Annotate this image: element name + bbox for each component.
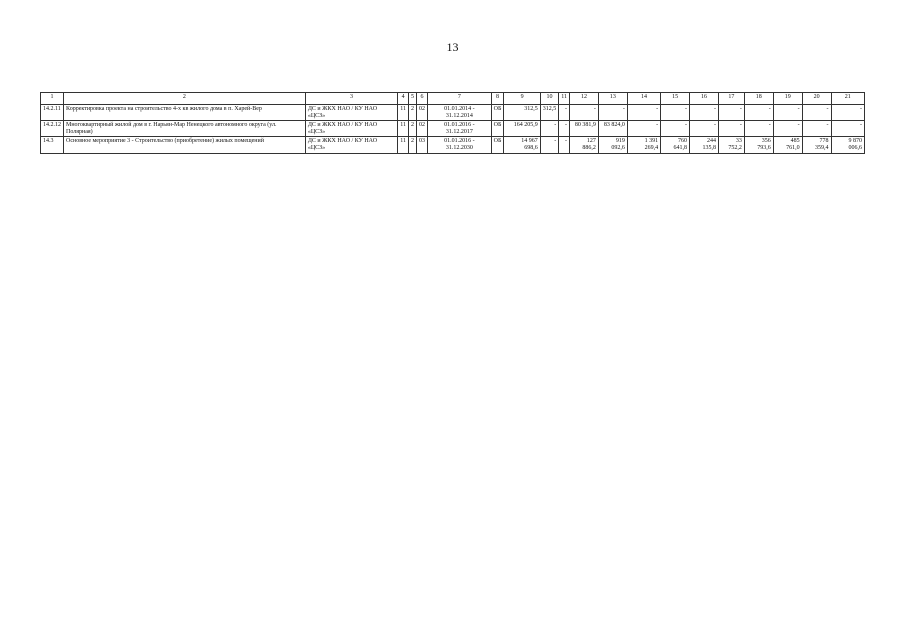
column-number-cell: 4 xyxy=(398,93,409,105)
table-cell: 760 641,8 xyxy=(661,137,690,153)
table-cell: Многоквартирный жилой дом в г. Нарьян-Мар Ненецкого автономного округа (ул. Полярная) xyxy=(64,121,306,137)
table-cell: 83 824,0 xyxy=(598,121,627,137)
column-number-cell: 12 xyxy=(570,93,599,105)
table-cell: 485 761,0 xyxy=(773,137,802,153)
table-cell: 01.01.2016 - 31.12.2017 xyxy=(427,121,491,137)
program-table-container xyxy=(40,92,865,154)
table-cell: 14.2.12 xyxy=(41,121,64,137)
column-number-cell: 15 xyxy=(661,93,690,105)
table-cell: ДС и ЖКХ НАО / КУ НАО «ЦСЗ» xyxy=(305,105,397,121)
table-cell: - xyxy=(627,121,660,137)
table-cell: 33 752,2 xyxy=(718,137,744,153)
table-cell: ОБ xyxy=(491,105,504,121)
table-cell: ОБ xyxy=(491,137,504,153)
table-cell: - xyxy=(690,105,719,121)
table-cell: 164 205,9 xyxy=(504,121,540,137)
table-cell: 01.01.2014 - 31.12.2014 xyxy=(427,105,491,121)
table-cell: - xyxy=(570,105,599,121)
table-cell: - xyxy=(559,137,570,153)
table-cell: - xyxy=(744,105,773,121)
table-cell: 312,5 xyxy=(504,105,540,121)
table-cell: 03 xyxy=(416,137,427,153)
table-cell: - xyxy=(802,121,831,137)
table-cell: 356 793,6 xyxy=(744,137,773,153)
table-cell: 11 xyxy=(398,137,409,153)
table-cell: - xyxy=(598,105,627,121)
column-number-cell: 19 xyxy=(773,93,802,105)
column-number-cell: 18 xyxy=(744,93,773,105)
table-cell: - xyxy=(661,105,690,121)
table-cell: - xyxy=(540,137,559,153)
table-cell: 11 xyxy=(398,105,409,121)
table-cell: 14.2.11 xyxy=(41,105,64,121)
table-cell: - xyxy=(540,121,559,137)
table-cell: - xyxy=(802,105,831,121)
table-cell: 1 391 269,4 xyxy=(627,137,660,153)
page-number: 13 xyxy=(446,40,459,54)
table-row xyxy=(41,137,865,153)
table-cell: 01.01.2016 - 31.12.2030 xyxy=(427,137,491,153)
column-number-cell: 3 xyxy=(305,93,397,105)
column-number-cell: 21 xyxy=(831,93,864,105)
column-number-cell: 14 xyxy=(627,93,660,105)
table-cell: - xyxy=(627,105,660,121)
table-cell: Корректировка проекта на строительство 4-х кв жилого дома в п. Харей-Вер xyxy=(64,105,306,121)
table-cell: 02 xyxy=(416,121,427,137)
table-cell: - xyxy=(690,121,719,137)
table-cell: 14 967 698,6 xyxy=(504,137,540,153)
column-number-cell: 17 xyxy=(718,93,744,105)
table-cell: - xyxy=(718,105,744,121)
table-row xyxy=(41,105,865,121)
column-number-cell: 8 xyxy=(491,93,504,105)
table-cell: - xyxy=(559,105,570,121)
column-number-cell: 20 xyxy=(802,93,831,105)
table-cell: 9 870 006,6 xyxy=(831,137,864,153)
table-cell: 244 135,8 xyxy=(690,137,719,153)
table-cell: 312,5 xyxy=(540,105,559,121)
table-cell: 80 381,9 xyxy=(570,121,599,137)
table-row xyxy=(41,121,865,137)
table-cell: - xyxy=(773,105,802,121)
table-cell: 778 359,4 xyxy=(802,137,831,153)
column-number-row xyxy=(41,93,865,105)
table-cell: - xyxy=(559,121,570,137)
table-cell: 14.3 xyxy=(41,137,64,153)
table-cell: ДС и ЖКХ НАО / КУ НАО «ЦСЗ» xyxy=(305,121,397,137)
column-number-cell: 1 xyxy=(41,93,64,105)
column-number-cell: 9 xyxy=(504,93,540,105)
column-number-cell: 2 xyxy=(64,93,306,105)
table-cell: - xyxy=(744,121,773,137)
table-cell: 02 xyxy=(416,105,427,121)
table-cell: ОБ xyxy=(491,121,504,137)
column-number-cell: 6 xyxy=(416,93,427,105)
table-cell: - xyxy=(831,105,864,121)
table-cell: - xyxy=(661,121,690,137)
column-number-cell: 7 xyxy=(427,93,491,105)
column-number-cell: 13 xyxy=(598,93,627,105)
table-cell: - xyxy=(831,121,864,137)
table-cell: 2 xyxy=(408,121,416,137)
table-cell: 919 092,6 xyxy=(598,137,627,153)
table-cell: - xyxy=(718,121,744,137)
table-cell: ДС и ЖКХ НАО / КУ НАО «ЦСЗ» xyxy=(305,137,397,153)
table-cell: 2 xyxy=(408,137,416,153)
table-cell: Основное мероприятие 3 - Строительство (приобретение) жилых помещений xyxy=(64,137,306,153)
column-number-cell: 16 xyxy=(690,93,719,105)
table-cell: 2 xyxy=(408,105,416,121)
table-cell: - xyxy=(773,121,802,137)
program-table xyxy=(40,92,865,154)
table-cell: 127 886,2 xyxy=(570,137,599,153)
table-cell: 11 xyxy=(398,121,409,137)
column-number-cell: 11 xyxy=(559,93,570,105)
column-number-cell: 10 xyxy=(540,93,559,105)
column-number-cell: 5 xyxy=(408,93,416,105)
table-body xyxy=(41,105,865,154)
